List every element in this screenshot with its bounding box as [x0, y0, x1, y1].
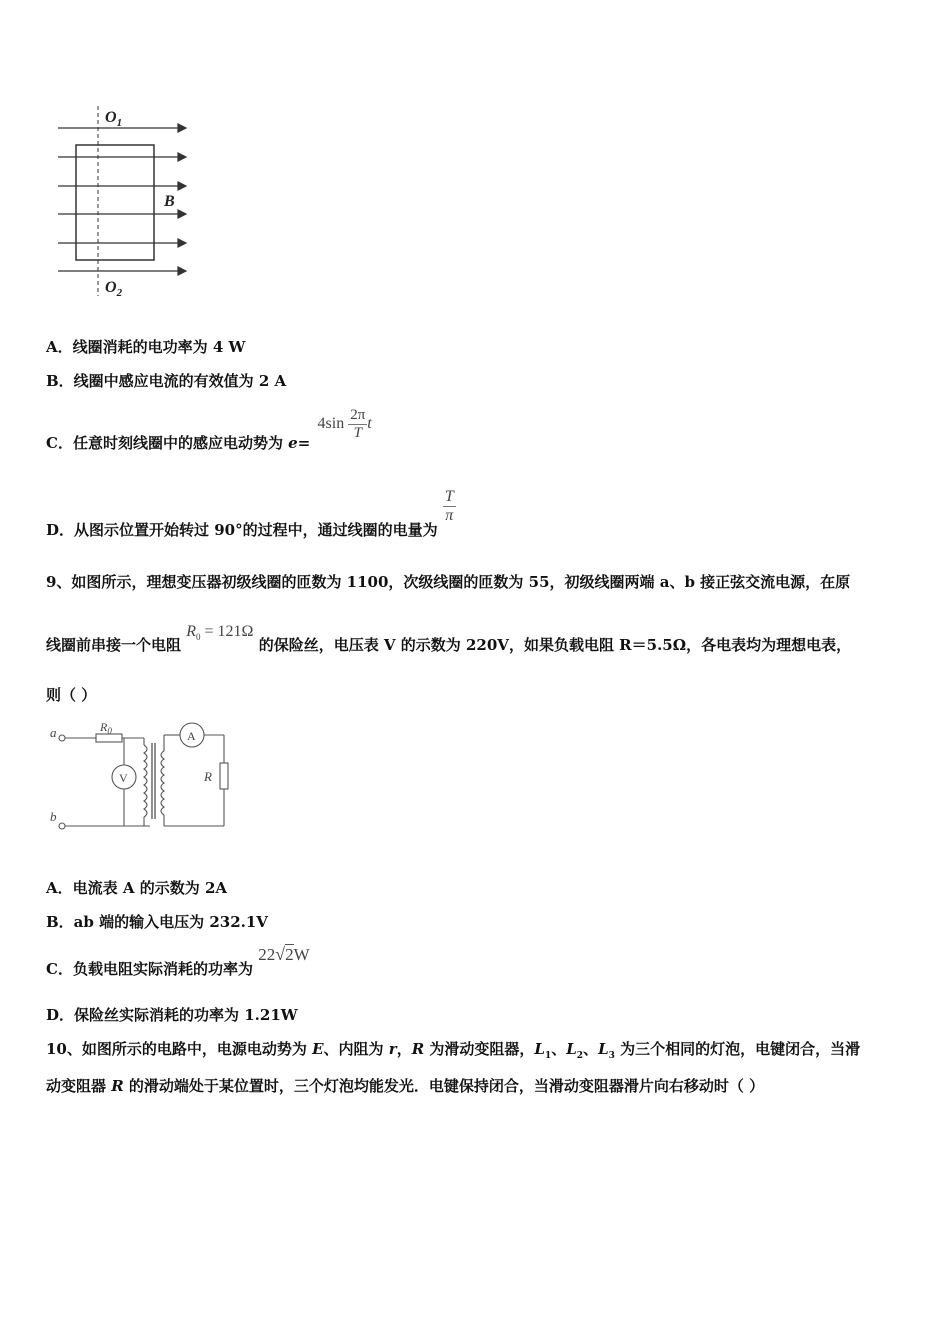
q9-option-b: B．ab 端的输入电压为 232.1V — [46, 913, 268, 931]
load-label: R — [204, 769, 212, 784]
q8-option-a: A．线圈消耗的电功率为 4 W — [46, 338, 246, 356]
coil-field-figure — [50, 100, 200, 300]
axis-label-bottom: O — [105, 279, 117, 296]
svg-text:R0: $R_0$ — [100, 720, 112, 736]
q9-option-a: A．电流表 A 的示数为 2A — [46, 879, 228, 897]
charge-fraction: $\frac{T}{\pi}$ — [444, 488, 454, 524]
q9-line-3: 则（ ） — [46, 686, 97, 704]
q8-option-b: B．线圈中感应电流的有效值为 2 A — [46, 372, 287, 390]
q10-line-2: 动变阻器 R 的滑动端处于某位置时，三个灯泡均能发光．电键保持闭合，当滑动变阻器滑片向右移动时（ ） — [46, 1077, 765, 1095]
field-label: B — [164, 193, 175, 210]
voltmeter-label: V — [119, 771, 128, 785]
terminal-a-label: a — [50, 725, 57, 740]
axis-label-top: O — [105, 109, 117, 126]
fuse-label: R — [100, 720, 108, 734]
q9-option-d: D．保险丝实际消耗的功率为 1.21W — [46, 1006, 298, 1024]
ammeter-label: A — [187, 729, 196, 743]
svg-text:O1: $O_1$ — [105, 109, 123, 129]
svg-text:O2: $O_2$ — [105, 279, 123, 299]
load-resistor — [220, 763, 228, 789]
terminal-b-label: b — [50, 809, 57, 824]
q8-option-c: C．任意时刻线圈中的感应电动势为 e= 4sin $\frac{2\pi}{T}$ t — [46, 407, 372, 453]
q10-line-1: 10、如图所示的电路中，电源电动势为 E、内阻为 r，R 为滑动变阻器，$L_1$、$L_2$、$L_3$ 为三个相同的灯泡，电键闭合，当滑 — [46, 1040, 861, 1061]
q9-line-1: 9、如图所示，理想变压器初级线圈的匝数为 1100，次级线圈的匝数为 55，初级线圈两端 a、b 接正弦交流电源，在原 — [46, 573, 851, 591]
q8-option-d: D．从图示位置开始转过 90°的过程中，通过线圈的电量为 $\frac{T}{\pi}$ — [46, 488, 454, 539]
q9-option-c: C．负载电阻实际消耗的功率为 22√2W — [46, 944, 310, 978]
emf-expression: 4sin $\frac{2\pi}{T}$ t — [317, 407, 372, 441]
q9-line-2: 线圈前串接一个电阻 $R_0 = 121\Omega$ 的保险丝，电压表 V 的示数为 220V，如果负载电阻 R＝5.5Ω，各电表均为理想电表， — [46, 623, 852, 654]
power-expression: 22√2W — [258, 944, 310, 964]
transformer-circuit-figure — [44, 715, 244, 835]
fuse-resistance: $R_0 = 121\Omega$ — [186, 623, 254, 643]
